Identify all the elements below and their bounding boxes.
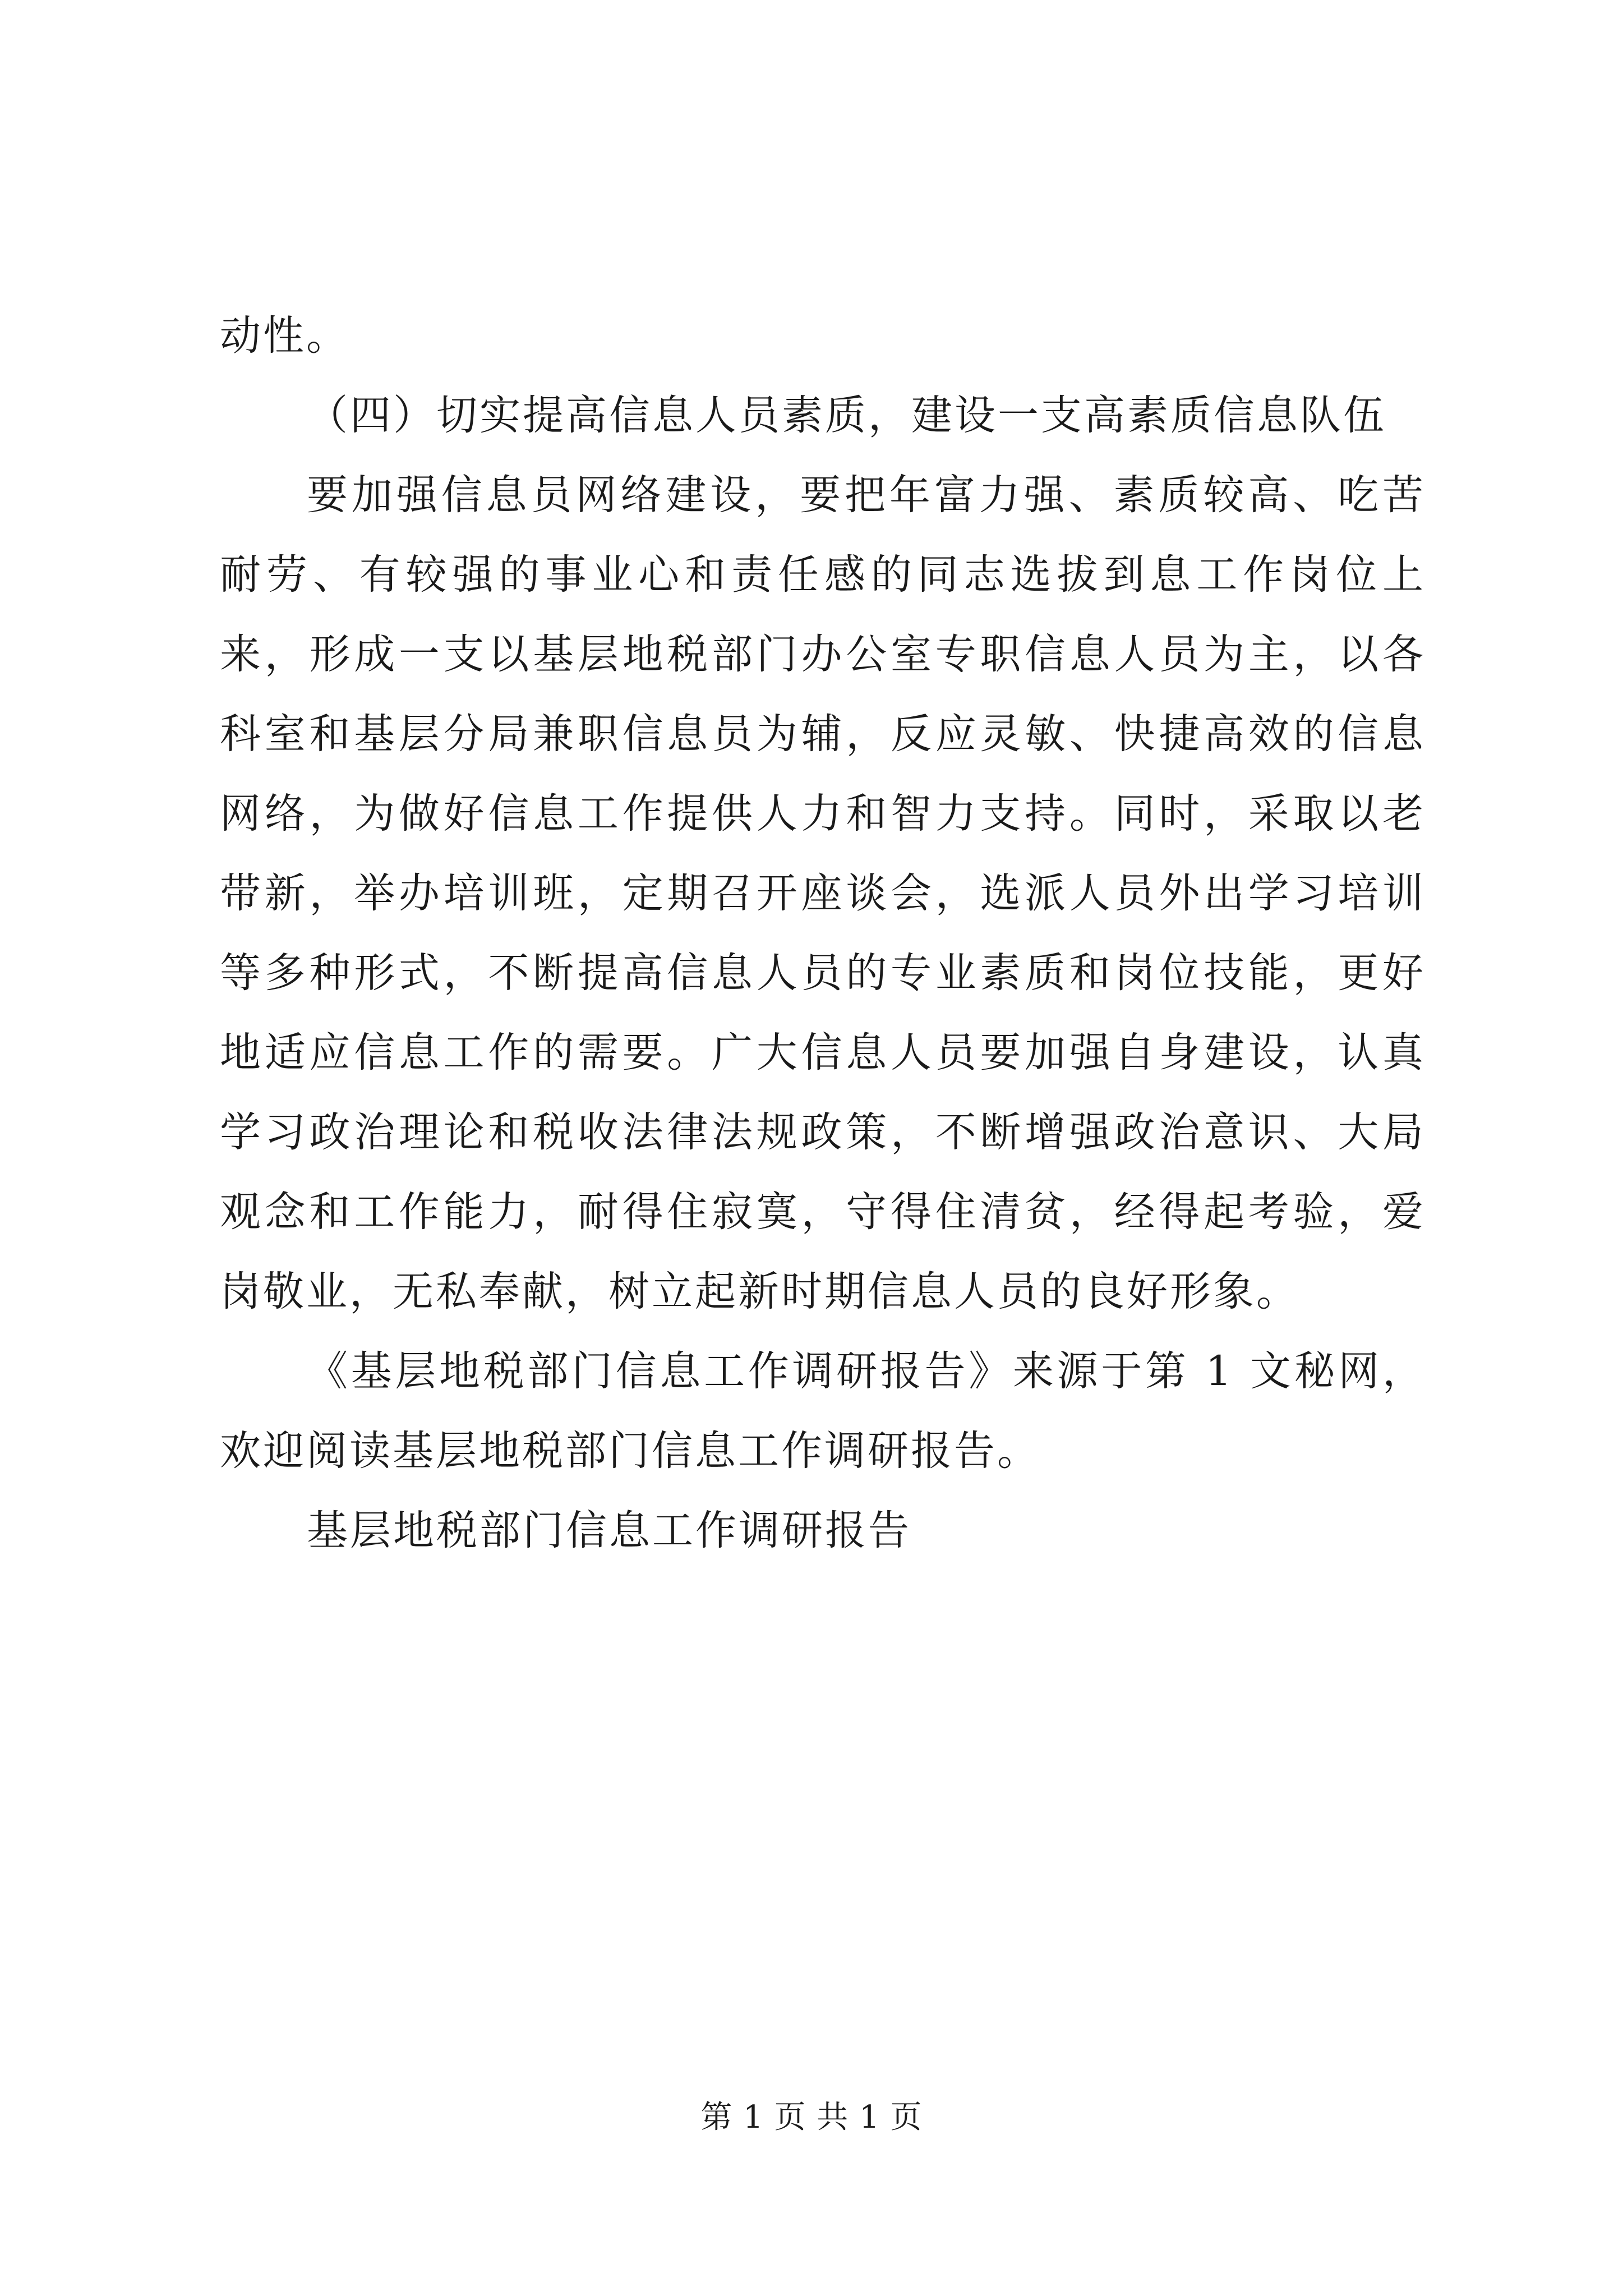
body-text bbox=[220, 296, 1426, 1571]
paragraph-title-repeat: 基层地税部门信息工作调研报告 bbox=[307, 1507, 911, 1554]
paragraph-body: 要加强信息员网络建设，要把年富力强、素质较高、吃苦耐劳、有较强的事业心和责任感的同志选拔到息工作岗位上来，形成一支以基层地税部门办公室专职信息人员为主，以各科室和基层分局兼职信息员为辅，反应灵敏、快捷高效的信息网络，为做好信息工作提供人力和智力支持。同时，采取以老带新，举办培训班，定期召开座谈会，选派人员外出学习培训等多种形式，不断提高信息人员的专业素质和岗位技能，更好地适应信息工作的需要。广大信息人员要加强自身建设，认真学习政治理论和税收法律法规政策，不断增强政治意识、大局观念和工作能力，耐得住寂寞，守得住清贫，经得起考验，爱岗敬业，无私奉献，树立起新时期信息人员的良好形象。 bbox=[220, 471, 1426, 1315]
paragraph-continuation: 动性。 bbox=[220, 312, 349, 360]
section-heading: （四）切实提高信息人员素质，建设一支高素质信息队伍 bbox=[307, 392, 1386, 439]
page-number-footer: 第 1 页 共 1 页 bbox=[700, 2099, 923, 2136]
paragraph-source-note: 《基层地税部门信息工作调研报告》来源于第 1 文秘网，欢迎阅读基层地税部门信息工作调研报告。 bbox=[220, 1347, 1426, 1475]
